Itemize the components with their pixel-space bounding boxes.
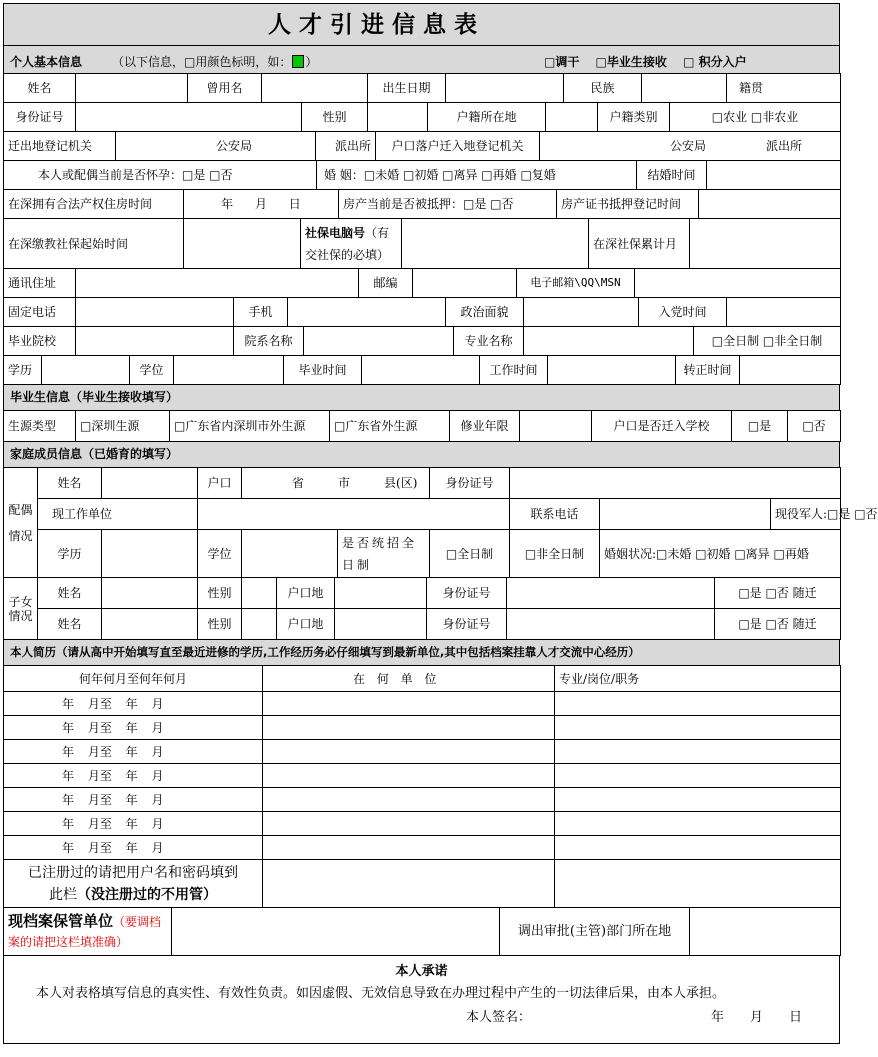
child2-follow-options[interactable]: □是 □否 随迁 (715, 609, 841, 640)
label-department: 院系名称 (234, 327, 304, 356)
label-spouse-degree: 学位 (198, 530, 242, 578)
field-ss-total[interactable] (690, 219, 841, 269)
label-archive-unit: 现档案保管单位 (8, 912, 114, 930)
label-name: 姓名 (4, 74, 76, 103)
label-police-bureau-2: 公安局 (670, 139, 707, 153)
label-spouse-id: 身份证号 (430, 468, 510, 499)
family-heading: 家庭成员信息（已婚育的填写） (3, 442, 840, 467)
label-child2-id: 身份证号 (427, 609, 507, 640)
label-origin: 籍贯 (739, 81, 764, 95)
source-option-shenzhen[interactable]: □深圳生源 (76, 411, 170, 442)
field-address[interactable] (76, 269, 359, 298)
field-department[interactable] (304, 327, 454, 356)
graduate-table (3, 410, 841, 442)
option-points[interactable]: □ 积分入户 (683, 55, 747, 69)
label-education: 学历 (4, 356, 42, 385)
field-child2-name[interactable] (102, 609, 198, 640)
field-spouse-degree[interactable] (242, 530, 338, 578)
spouse-fulltime-option[interactable]: □全日制 (430, 530, 510, 578)
child1-follow-options[interactable]: □是 □否 随迁 (715, 578, 841, 609)
label-politics: 政治面貌 (446, 298, 524, 327)
mortgaged-question[interactable]: 房产当前是否被抵押：□是 □否 (339, 190, 557, 219)
basic-info-table-3 (3, 131, 841, 161)
label-ss-total: 在深社保累计月 (589, 219, 690, 269)
field-child2-id[interactable] (507, 609, 715, 640)
basic-info-table-4 (3, 160, 841, 190)
label-unified-fulltime: 是否统招全日制 (338, 530, 430, 578)
talent-info-form (3, 3, 878, 1054)
option-graduate[interactable]: □毕业生接收 (595, 55, 667, 69)
source-option-outside[interactable]: □广东省外生源 (330, 411, 450, 442)
resume-row-period[interactable]: 年 月至 年 月 (4, 740, 263, 764)
promise-section (3, 956, 840, 1044)
label-party-time: 入党时间 (639, 298, 727, 327)
archive-table (3, 907, 841, 956)
label-email: 电子邮箱\QQ\MSN (517, 269, 635, 298)
field-ss-no[interactable] (402, 219, 589, 269)
field-former-name[interactable] (262, 74, 368, 103)
field-postcode[interactable] (413, 269, 517, 298)
label-birth-date: 出生日期 (368, 74, 446, 103)
origin-cell (727, 74, 841, 103)
promise-body: 本人对表格填写信息的真实性、有效性负责。如因虚假、无效信息导致在办理过程中产生的一切法律后果，由本人承担。 (36, 986, 726, 1001)
label-province: 省 (292, 476, 305, 490)
basic-info-table-9 (3, 326, 841, 356)
label-spouse-education: 学历 (38, 530, 102, 578)
field-child1-gender[interactable] (242, 578, 277, 609)
resume-row (4, 716, 841, 740)
label-child1-id: 身份证号 (427, 578, 507, 609)
entry-type-options (544, 53, 759, 70)
resume-row-post[interactable] (555, 740, 841, 764)
field-name[interactable] (76, 74, 188, 103)
label-address: 通讯住址 (4, 269, 76, 298)
label-city: 市 (338, 476, 351, 490)
source-option-guangdong[interactable]: □广东省内深圳市外生源 (170, 411, 330, 442)
hukou-type-options[interactable]: □农业 □非农业 (670, 103, 841, 132)
resume-row-unit[interactable] (263, 836, 555, 860)
spouse-hukou-cell[interactable] (242, 468, 430, 499)
resume-row-unit[interactable] (263, 740, 555, 764)
signature-label: 本人签名： (466, 1010, 532, 1025)
basic-info-table (3, 73, 841, 103)
field-archive-unit[interactable] (172, 908, 500, 956)
label-spouse-name: 姓名 (38, 468, 102, 499)
ss-no-label-cell (301, 219, 402, 269)
field-spouse-id[interactable] (510, 468, 841, 499)
archive-label-cell (4, 908, 172, 956)
label-postcode: 邮编 (359, 269, 413, 298)
pregnant-question: 本人或配偶当前是否怀孕：□是 □否 (38, 168, 233, 182)
label-id-no: 身份证号 (4, 103, 76, 132)
resume-row-post[interactable] (555, 716, 841, 740)
resume-row-period[interactable]: 年 月至 年 月 (4, 692, 263, 716)
resume-col-period: 何年何月至何年何月 (4, 666, 263, 692)
field-email[interactable] (635, 269, 841, 298)
label-grad-time: 毕业时间 (284, 356, 362, 385)
resume-row (4, 836, 841, 860)
resume-row-unit[interactable] (263, 812, 555, 836)
resume-row-post[interactable] (555, 788, 841, 812)
field-regular-time[interactable] (740, 356, 841, 385)
hukou-school-no[interactable]: □否 (788, 411, 841, 442)
label-child2-name: 姓名 (38, 609, 102, 640)
field-mobile[interactable] (288, 298, 446, 327)
label-child1-hukou: 户口地 (277, 578, 335, 609)
label-major: 专业名称 (454, 327, 524, 356)
resume-col-post: 专业/岗位/职务 (555, 666, 841, 692)
label-ss-no: 社保电脑号 (305, 225, 366, 240)
field-party-time[interactable] (727, 298, 841, 327)
field-major[interactable] (524, 327, 694, 356)
label-spouse-employer: 现工作单位 (38, 499, 198, 530)
resume-row-post[interactable] (555, 836, 841, 860)
marital-cell[interactable] (317, 161, 637, 190)
form-title: 人才引进信息表 (3, 3, 840, 45)
resume-row-unit[interactable] (263, 716, 555, 740)
label-phone: 固定电话 (4, 298, 76, 327)
label-approval-location: 调出审批(主管)部门所在地 (500, 908, 690, 956)
basic-info-table-2 (3, 102, 841, 132)
resume-row (4, 764, 841, 788)
label-hukou-location: 户籍所在地 (428, 103, 546, 132)
spouse-marital-options[interactable]: 婚姻状况:□未婚 □初婚 □离异 □再婚 (600, 530, 841, 578)
basic-info-table-6 (3, 218, 841, 269)
label-spouse-hukou: 户口 (198, 468, 242, 499)
label-marital: 婚 姻： (324, 168, 364, 182)
color-note-prefix: （以下信息，□用颜色标明，如： (112, 55, 292, 69)
spouse-military[interactable]: 现役军人:□是 □否 (771, 499, 841, 530)
pregnant-cell[interactable] (4, 161, 317, 190)
label-police-bureau: 公安局 (216, 139, 253, 153)
account-note-line2b: （没注册过的不用管） (77, 886, 217, 903)
label-police-station: 派出所 (316, 132, 376, 161)
label-former-name: 曾用名 (188, 74, 262, 103)
label-move-out-office: 迁出地登记机关 (4, 132, 116, 161)
resume-row-post[interactable] (555, 812, 841, 836)
label-regular-time: 转正时间 (676, 356, 740, 385)
field-marriage-time[interactable] (707, 161, 841, 190)
field-mortgage-reg-time[interactable] (699, 190, 841, 219)
label-ss-no-note: （有交社保的必填） (305, 225, 390, 262)
fulltime-options[interactable]: □全日制 □非全日制 (694, 327, 841, 356)
account-note-line2a: 此栏 (49, 886, 77, 903)
label-mortgage-reg-time: 房产证书抵押登记时间 (557, 190, 699, 219)
basic-info-bar (3, 45, 840, 73)
resume-row (4, 692, 841, 716)
resume-row-period[interactable]: 年 月至 年 月 (4, 716, 263, 740)
label-archive-note: （要调档案的请把这栏填准确） (8, 915, 162, 949)
resume-table (3, 665, 841, 908)
promise-title: 本人承诺 (395, 964, 448, 979)
field-child1-id[interactable] (507, 578, 715, 609)
field-ss-start[interactable] (184, 219, 301, 269)
color-note-suffix: ） (305, 55, 318, 69)
spouse-non-fulltime-option[interactable]: □非全日制 (510, 530, 600, 578)
field-child1-hukou[interactable] (335, 578, 427, 609)
field-approval-location[interactable] (690, 908, 841, 956)
account-note-line1: 已注册过的请把用户名和密码填到 (28, 864, 238, 881)
resume-row-period[interactable]: 年 月至 年 月 (4, 764, 263, 788)
label-study-years: 修业年限 (450, 411, 520, 442)
label-work-time: 工作时间 (480, 356, 548, 385)
field-school[interactable] (76, 327, 234, 356)
resume-row (4, 740, 841, 764)
label-child2-hukou: 户口地 (277, 609, 335, 640)
color-note (112, 53, 317, 70)
label-marriage-time: 结婚时间 (637, 161, 707, 190)
field-account-user[interactable] (263, 860, 555, 908)
option-transfer[interactable]: □调干 (544, 55, 580, 69)
field-id-no[interactable] (76, 103, 302, 132)
label-move-in-office: 户口落户迁入地登记机关 (376, 132, 540, 161)
basic-info-table-5 (3, 189, 841, 219)
resume-col-unit: 在 何 单 位 (263, 666, 555, 692)
label-child1-name: 姓名 (38, 578, 102, 609)
label-school: 毕业院校 (4, 327, 76, 356)
basic-info-heading: 个人基本信息 (10, 55, 83, 69)
label-spouse-phone: 联系电话 (510, 499, 600, 530)
resume-row-post[interactable] (555, 764, 841, 788)
label-hukou-type: 户籍类别 (598, 103, 670, 132)
resume-heading: 本人简历（请从高中开始填写直至最近进修的学历,工作经历务必仔细填写到最新单位,其中包括档案挂靠人才交流中心经历） (3, 640, 840, 665)
property-time-ymd[interactable]: 年 月 日 (184, 190, 339, 219)
resume-row-post[interactable] (555, 692, 841, 716)
green-sample-box (292, 55, 304, 68)
graduate-heading: 毕业生信息（毕业生接收填写） (3, 385, 840, 410)
resume-row (4, 788, 841, 812)
field-phone[interactable] (76, 298, 234, 327)
field-account-password[interactable] (555, 860, 841, 908)
label-county: 县(区) (384, 476, 418, 490)
field-spouse-phone[interactable] (600, 499, 771, 530)
child-group-label: 子女情况 (4, 578, 38, 640)
hukou-school-yes[interactable]: □是 (732, 411, 788, 442)
resume-row-period[interactable]: 年 月至 年 月 (4, 812, 263, 836)
family-table (3, 467, 878, 578)
field-child1-name[interactable] (102, 578, 198, 609)
resume-row (4, 812, 841, 836)
marital-options: □未婚 □初婚 □离异 □再婚 □复婚 (363, 168, 556, 182)
label-property-time: 在深拥有合法产权住房时间 (4, 190, 184, 219)
field-birth-date[interactable] (446, 74, 564, 103)
label-hukou-school: 户口是否迁入学校 (592, 411, 732, 442)
basic-info-table-10 (3, 355, 841, 385)
label-police-station-2: 派出所 (766, 139, 803, 153)
field-grad-time[interactable] (362, 356, 480, 385)
field-spouse-education[interactable] (102, 530, 198, 578)
resume-row-unit[interactable] (263, 788, 555, 812)
move-out-bureau-cell[interactable] (116, 132, 316, 161)
field-child2-gender[interactable] (242, 609, 277, 640)
field-study-years[interactable] (520, 411, 592, 442)
resume-row-period[interactable]: 年 月至 年 月 (4, 788, 263, 812)
field-spouse-employer[interactable] (198, 499, 510, 530)
move-in-bureau-cell[interactable] (540, 132, 841, 161)
field-politics[interactable] (524, 298, 639, 327)
children-table (3, 577, 841, 640)
label-degree: 学位 (130, 356, 174, 385)
resume-row-unit[interactable] (263, 692, 555, 716)
label-child2-gender: 性别 (198, 609, 242, 640)
signature-date: 年 月 日 (711, 1010, 803, 1025)
label-ethnicity: 民族 (564, 74, 642, 103)
field-spouse-name[interactable] (102, 468, 198, 499)
label-gender: 性别 (302, 103, 368, 132)
resume-row-period[interactable]: 年 月至 年 月 (4, 836, 263, 860)
label-ss-start: 在深缴教社保起始时间 (4, 219, 184, 269)
label-source-type: 生源类型 (4, 411, 76, 442)
spouse-group-label: 配偶情况 (4, 468, 38, 578)
basic-info-table-8 (3, 297, 841, 327)
field-hukou-location[interactable] (546, 103, 598, 132)
account-note-cell (4, 860, 263, 908)
basic-info-table-7 (3, 268, 841, 298)
label-child1-gender: 性别 (198, 578, 242, 609)
field-education[interactable] (42, 356, 130, 385)
field-gender[interactable] (368, 103, 428, 132)
field-degree[interactable] (174, 356, 284, 385)
field-child2-hukou[interactable] (335, 609, 427, 640)
label-mobile: 手机 (234, 298, 288, 327)
field-work-time[interactable] (548, 356, 676, 385)
resume-row-unit[interactable] (263, 764, 555, 788)
field-ethnicity[interactable] (642, 74, 727, 103)
